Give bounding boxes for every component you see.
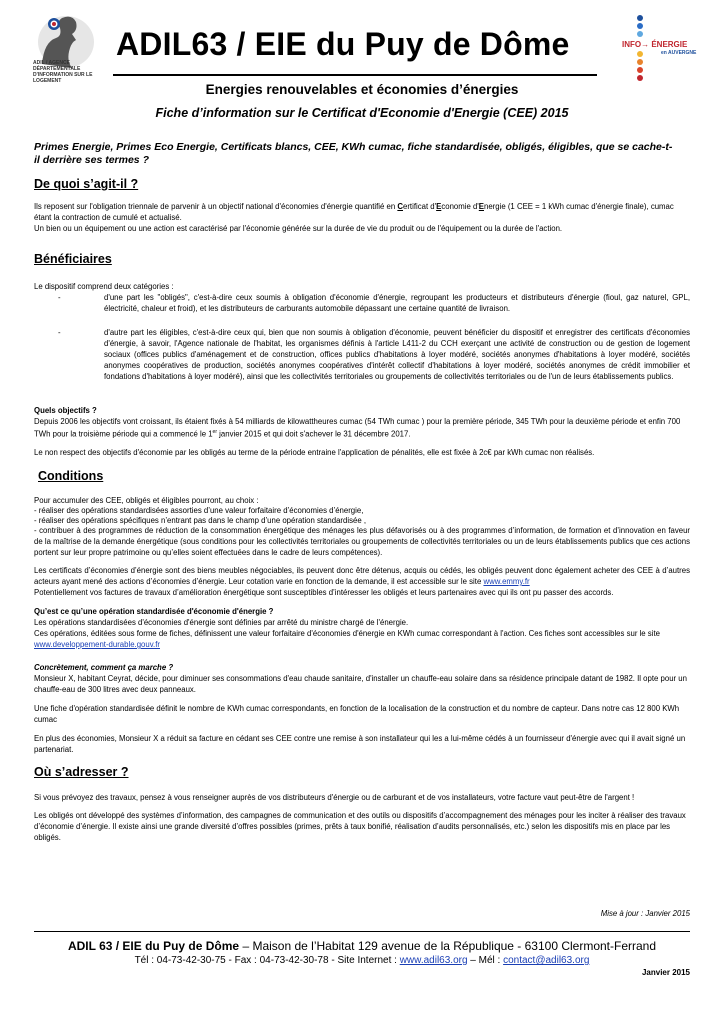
adil-logo-caption: ADIL / AGENCE DÉPARTEMENTALE D'INFORMATION SUR LE LOGEMENT xyxy=(33,60,93,84)
adil63-site-link[interactable]: www.adil63.org xyxy=(399,955,468,966)
footer-address: ADIL 63 / EIE du Puy de Dôme – Maison de l’Habitat 129 avenue de la République - 63100 Clermont-Ferrand xyxy=(67,939,657,953)
paragraph: Le non respect des objectifs d'économie par les obligés au terme de la période entraine l'application de pénalités, elle est fixée à 2c€ par kWh cumac non réalisés. xyxy=(34,448,595,457)
paragraph: - réaliser des opérations spécifiques n’entrant pas dans le champ d’une opération standardisée , xyxy=(34,516,367,525)
paragraph: Les obligés ont développé des systèmes d’information, des campagnes de communication et des outils ou dispositifs d’accompagnement des ménages pour les inciter à réaliser des travaux d’économie d’énergie. Il existe ainsi une grande diversité d’offres possibles (primes, prêts à taux bonifié, réalisation d’audits personnalisés, etc.) selon les dispositifs mis en place par les obligés. xyxy=(34,811,686,842)
paragraph: Les opérations standardisées d'économies d'énergie sont définies par arrêté du ministre chargé de l'énergie. xyxy=(34,618,409,627)
emmy-link[interactable]: www.emmy.fr xyxy=(483,577,530,586)
list-item: - d'autre part les éligibles, c'est-à-dire ceux qui, bien que non soumis à obligation d'économie, peuvent bénéficier du dispositif et enregistrer des certificats d'économies d'énergie, à savoir, l'Agence nationale de l'habitat, les organismes définis à l'article L411-2 du CCH exerçant une activité de construction ou de gestion de logement sociaux (offices publics d'aménagement et de construction, offices publics d'habitations à loyer modéré, sociétés anonymes d'habitations à loyer modéré, sociétés anonymes coopératives de production, sociétés anonymes coopératives d'intérêt collectif d'habitations à loyer modéré, sociétés anonymes de crédit immobilier et fondations d'habitations à loyer modéré), ainsi que les collectivités territoriales ou groupements de collectivités territoriales ou de l'un de leurs établissements publics. xyxy=(58,328,690,381)
paragraph: Depuis 2006 les objectifs vont croissant, ils étaient fixés à 54 milliards de kilowattheures cumac (54 TWh cumac ) pour la première période, 345 TWh pour la deuxième période et enfin 700 TWh pour la troisième période qui a commencé le 1er janvier 2015 et qui doit s'achever le 31 décembre 2017. xyxy=(34,417,681,439)
paragraph: Ils reposent sur l'obligation triennale de parvenir à un objectif national d'économies d'énergie quantifié en Certificat d'Economie d'Energie (1 CEE = 1 kWh cumac d'énergie finale), cumac étant la contraction de cumulé et actualisé. xyxy=(34,202,674,222)
contact-mail-link[interactable]: contact@adil63.org xyxy=(503,955,590,966)
keywords-intro: Primes Energie, Primes Eco Energie, Certificats blancs, CEE, KWh cumac, fiche standardisée, obligés, éligibles, que se cache-t-il derrière ses termes ? xyxy=(34,141,673,166)
footer-contact: Tél : 04-73-42-30-75 - Fax : 04-73-42-30-78 - Site Internet : www.adil63.org – Mél : contact@adil63.org xyxy=(134,955,590,966)
developpement-durable-link[interactable]: www.developpement-durable.gouv.fr xyxy=(34,640,160,649)
paragraph: Monsieur X, habitant Ceyrat, décide, pour diminuer ses consommations d'eau chaude sanitaire, d'installer un chauffe-eau solaire dans sa résidence principale datant de 1982. Il opte pour un chauffe-eau de 300 litres avec deux panneaux. xyxy=(34,674,687,694)
paragraph: Une fiche d'opération standardisée définit le nombre de KWh cumac correspondants, en fonction de la localisation de la construction et du nombre de capteur. Dans notre cas 12 800 KWh cumac xyxy=(34,704,680,724)
footer-date: Janvier 2015 xyxy=(641,968,690,977)
section-heading-conditions: Conditions xyxy=(38,469,104,483)
paragraph: Si vous prévoyez des travaux, pensez à vous renseigner auprès de vos distributeurs d'énergie ou de carburant et de vos installateurs, votre facture vaut peut-être de l'argent ! xyxy=(34,793,635,802)
info-energie-logo-sub: en AUVERGNE xyxy=(661,50,697,56)
paragraph: - contribuer à des programmes de réduction de la consommation énergétique des ménages les plus défavorisés ou à des programmes d’information, de formation et d’innovation en faveur de la maîtrise de la demande énergétique (sous conditions pour les collectivités territoriales ou groupements de collectivités territoriales ou un de leurs établissements publics que ces actions portent sur leur propre patrimoine ou qu’elles soient effectuées dans le cadre de leurs compétences). xyxy=(34,526,690,557)
paragraph: - réaliser des opérations standardisées assorties d’une valeur forfaitaire d’économies d’énergie, xyxy=(34,506,364,515)
list-item: - d'une part les "obligés", c'est-à-dire ceux soumis à obligation d'économie d'énergie, regroupant les producteurs et distributeurs d'énergie (fioul, gaz naturel, GPL, électricité, chaleur et froid), et les distributeurs de carburants automobile dépassant une certaine quantité de livraison. xyxy=(58,293,690,313)
info-energie-dots-icon xyxy=(634,14,664,84)
subheading-concretement: Concrètement, comment ça marche ? xyxy=(34,663,174,672)
paragraph: Le dispositif comprend deux catégories : xyxy=(34,282,174,291)
paragraph: En plus des économies, Monsieur X a réduit sa facture en cédant ses CEE contre une remise à son installateur qui les a lui-même cédés à un fournisseur d'énergie avec qui il avait signé un partenariat. xyxy=(34,734,686,754)
paragraph: Ces opérations, éditées sous forme de fiches, définissent une valeur forfaitaire d'économies d'énergie en KWh cumac correspondant à l'action. Ces fiches sont accessibles sur le site www.developpement-durable.gouv.fr xyxy=(34,629,660,649)
subheading-operation: Qu’est ce qu’une opération standardisée d'économie d'énergie ? xyxy=(34,607,274,616)
update-date: Mise à jour : Janvier 2015 xyxy=(600,909,690,918)
section-heading-quoi: De quoi s’agit-il ? xyxy=(34,177,139,191)
paragraph: Les certificats d’économies d’énergie sont des biens meubles négociables, ils peuvent donc être détenus, acquis ou cédés, les obligés peuvent donc également acheter des CEE à d’autres acteurs ayant mené des actions d’économies d’énergie. Leur cotation varie en fonction de la demande, il est accessible sur le site www.emmy.fr Potentiellement vos factures de travaux d’amélioration énergétique sont susceptibles d’intéresser les obligés et leurs partenaires avec qui ils ont pu passer des accords. xyxy=(34,566,690,597)
subheading-objectifs: Quels objectifs ? xyxy=(34,406,97,415)
paragraph: Pour accumuler des CEE, obligés et éligibles pourront, au choix : xyxy=(34,496,259,505)
fiche-title: Fiche d’information sur le Certificat d'Economie d'Energie (CEE) 2015 xyxy=(155,106,569,120)
footer-divider xyxy=(34,931,690,932)
title-divider xyxy=(113,74,597,76)
info-energie-logo xyxy=(620,14,697,86)
page-title: ADIL63 / EIE du Puy de Dôme xyxy=(116,26,570,62)
section-heading-beneficiaires: Bénéficiaires xyxy=(34,252,112,266)
section-heading-adresser: Où s’adresser ? xyxy=(34,765,129,779)
paragraph: Un bien ou un équipement ou une action est caractérisé par l'économie générée sur la durée de vie du produit ou de l'équipement ou la durée de l'action. xyxy=(34,224,563,233)
info-energie-logo-text: INFO→ ÉNERGIE xyxy=(622,40,688,49)
subtitle: Energies renouvelables et économies d’énergies xyxy=(205,82,519,97)
